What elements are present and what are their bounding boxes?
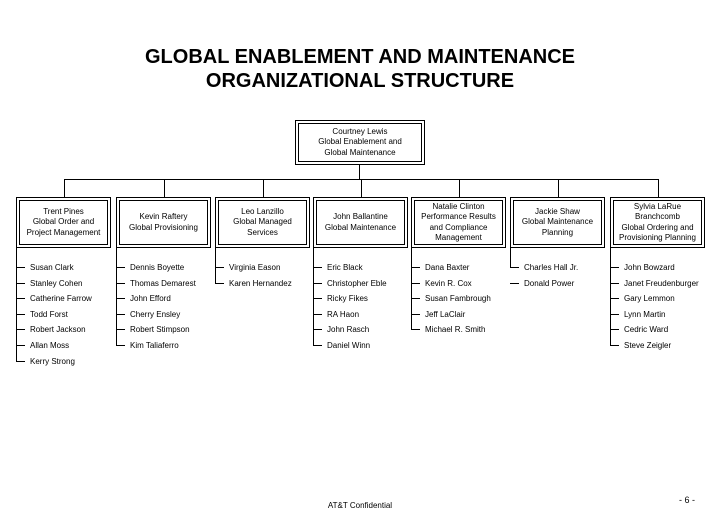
member-tick	[313, 267, 322, 268]
member-name: Todd Forst	[30, 309, 68, 319]
member-name: Christopher Eble	[327, 278, 387, 288]
member-name: Susan Clark	[30, 263, 74, 272]
connector-drop	[658, 179, 659, 197]
department-title-line: Global Order and	[32, 217, 95, 227]
department-box	[313, 197, 408, 248]
department-title-line: Provisioning Planning	[619, 233, 696, 242]
department-title-line: and Compliance	[429, 222, 488, 232]
title-line-1: GLOBAL ENABLEMENT AND MAINTENANCE	[145, 46, 575, 68]
member-tick	[116, 314, 125, 315]
member-name: Janet Freudenburger	[624, 278, 699, 288]
member-name: Steve Zeigler	[624, 341, 672, 350]
member-name: John Bowzard	[624, 263, 675, 272]
member-tick	[610, 345, 619, 346]
department-head: Natalie Clinton	[432, 201, 485, 211]
member-tick	[16, 345, 25, 346]
member-name: Kevin R. Cox	[425, 278, 472, 288]
member-name: Kim Taliaferro	[130, 341, 179, 350]
member-tick	[16, 267, 25, 268]
member-name: Kerry Strong	[30, 356, 75, 366]
footer-confidential: AT&T Confidential	[327, 501, 393, 510]
member-tick	[313, 329, 322, 330]
member-trunk	[116, 248, 117, 345]
member-tick	[411, 329, 420, 330]
member-name: Robert Jackson	[30, 325, 86, 335]
member-trunk	[215, 248, 216, 283]
member-name: Susan Fambrough	[425, 294, 491, 304]
member-tick	[215, 267, 224, 268]
member-tick	[610, 298, 619, 299]
member-tick	[16, 298, 25, 299]
member-tick	[313, 345, 322, 346]
connector-drop	[263, 179, 264, 197]
root-name: Courtney Lewis	[332, 126, 388, 136]
root-box	[295, 120, 425, 165]
member-name: Karen Hernandez	[229, 278, 292, 288]
member-tick	[116, 329, 125, 330]
member-tick	[411, 283, 420, 284]
member-name: Jeff LaClair	[425, 309, 466, 319]
department-title-line: Services	[247, 227, 278, 237]
department-head: Jackie Shaw	[535, 206, 580, 216]
connector-drop	[558, 179, 559, 197]
member-tick	[16, 314, 25, 315]
root-title-1: Global Enablement and	[318, 137, 402, 147]
member-name: Dennis Boyette	[130, 263, 185, 272]
member-tick	[116, 298, 125, 299]
department-title-line: Global Managed	[233, 217, 292, 227]
connector-drop	[459, 179, 460, 197]
connector-drop	[361, 179, 362, 197]
member-tick	[411, 314, 420, 315]
member-tick	[411, 298, 420, 299]
department-box	[510, 197, 605, 248]
department-box	[116, 197, 211, 248]
member-trunk	[510, 248, 511, 267]
member-tick	[16, 283, 25, 284]
member-tick	[610, 329, 619, 330]
member-trunk	[313, 248, 314, 345]
department-title-line: Performance Results	[421, 212, 496, 221]
page-number: - 6 -	[679, 495, 696, 505]
member-tick	[610, 314, 619, 315]
department-box	[610, 197, 705, 248]
member-name: Dana Baxter	[425, 263, 470, 272]
member-name: RA Haon	[327, 309, 360, 319]
member-tick	[16, 361, 25, 362]
department-title-line: Global Maintenance	[521, 217, 594, 227]
member-name: Virginia Eason	[229, 263, 281, 272]
member-tick	[510, 283, 519, 284]
department-title-line: Planning	[541, 227, 574, 237]
title-line-2: ORGANIZATIONAL STRUCTURE	[205, 70, 515, 92]
department-title-line: Global Ordering and	[621, 222, 694, 232]
member-tick	[313, 283, 322, 284]
member-name: John Efford	[130, 294, 171, 304]
department-head: Kevin Raftery	[139, 212, 188, 221]
member-name: Robert Stimpson	[130, 325, 190, 335]
member-trunk	[610, 248, 611, 345]
member-tick	[411, 267, 420, 268]
member-name: Stanley Cohen	[30, 278, 83, 288]
member-name: Allan Moss	[30, 341, 70, 350]
member-name: Lynn Martin	[624, 309, 666, 319]
member-tick	[510, 267, 519, 268]
member-tick	[313, 298, 322, 299]
department-box	[16, 197, 111, 248]
root-title-2: Global Maintenance	[324, 147, 396, 157]
department-title-line: Project Management	[26, 227, 101, 237]
department-head: Leo Lanzillo	[241, 206, 284, 216]
member-trunk	[411, 248, 412, 329]
member-name: Thomas Demarest	[130, 278, 196, 288]
member-name: Gary Lemmon	[624, 294, 675, 304]
page-title	[0, 45, 720, 93]
member-name: Donald Power	[524, 278, 575, 288]
member-name: Daniel Winn	[327, 341, 371, 350]
department-head: John Ballantine	[333, 212, 388, 221]
member-name: Ricky Fikes	[327, 294, 368, 304]
member-tick	[610, 267, 619, 268]
member-tick	[16, 329, 25, 330]
member-tick	[313, 314, 322, 315]
member-name: Charles Hall Jr.	[524, 263, 579, 272]
member-name: Catherine Farrow	[30, 294, 92, 304]
connector-drop	[164, 179, 165, 197]
member-name: Cherry Ensley	[130, 309, 181, 319]
member-tick	[116, 345, 125, 346]
department-title-line: Management	[435, 233, 482, 242]
department-box	[411, 197, 506, 248]
member-name: Eric Black	[327, 263, 363, 272]
member-name: John Rasch	[327, 325, 370, 335]
member-tick	[215, 283, 224, 284]
member-trunk	[16, 248, 17, 361]
department-title-line: Global Provisioning	[129, 222, 198, 232]
member-tick	[116, 267, 125, 268]
member-name: Cedric Ward	[624, 325, 669, 335]
department-title-line: Branchcomb	[635, 212, 680, 221]
member-tick	[116, 283, 125, 284]
member-tick	[610, 283, 619, 284]
department-box	[215, 197, 310, 248]
member-name: Michael R. Smith	[425, 325, 486, 335]
connector-drop	[64, 179, 65, 197]
connector-root	[359, 165, 360, 179]
department-head: Trent Pines	[43, 206, 84, 216]
department-title-line: Global Maintenance	[324, 222, 397, 232]
department-head: Sylvia LaRue	[633, 201, 682, 211]
